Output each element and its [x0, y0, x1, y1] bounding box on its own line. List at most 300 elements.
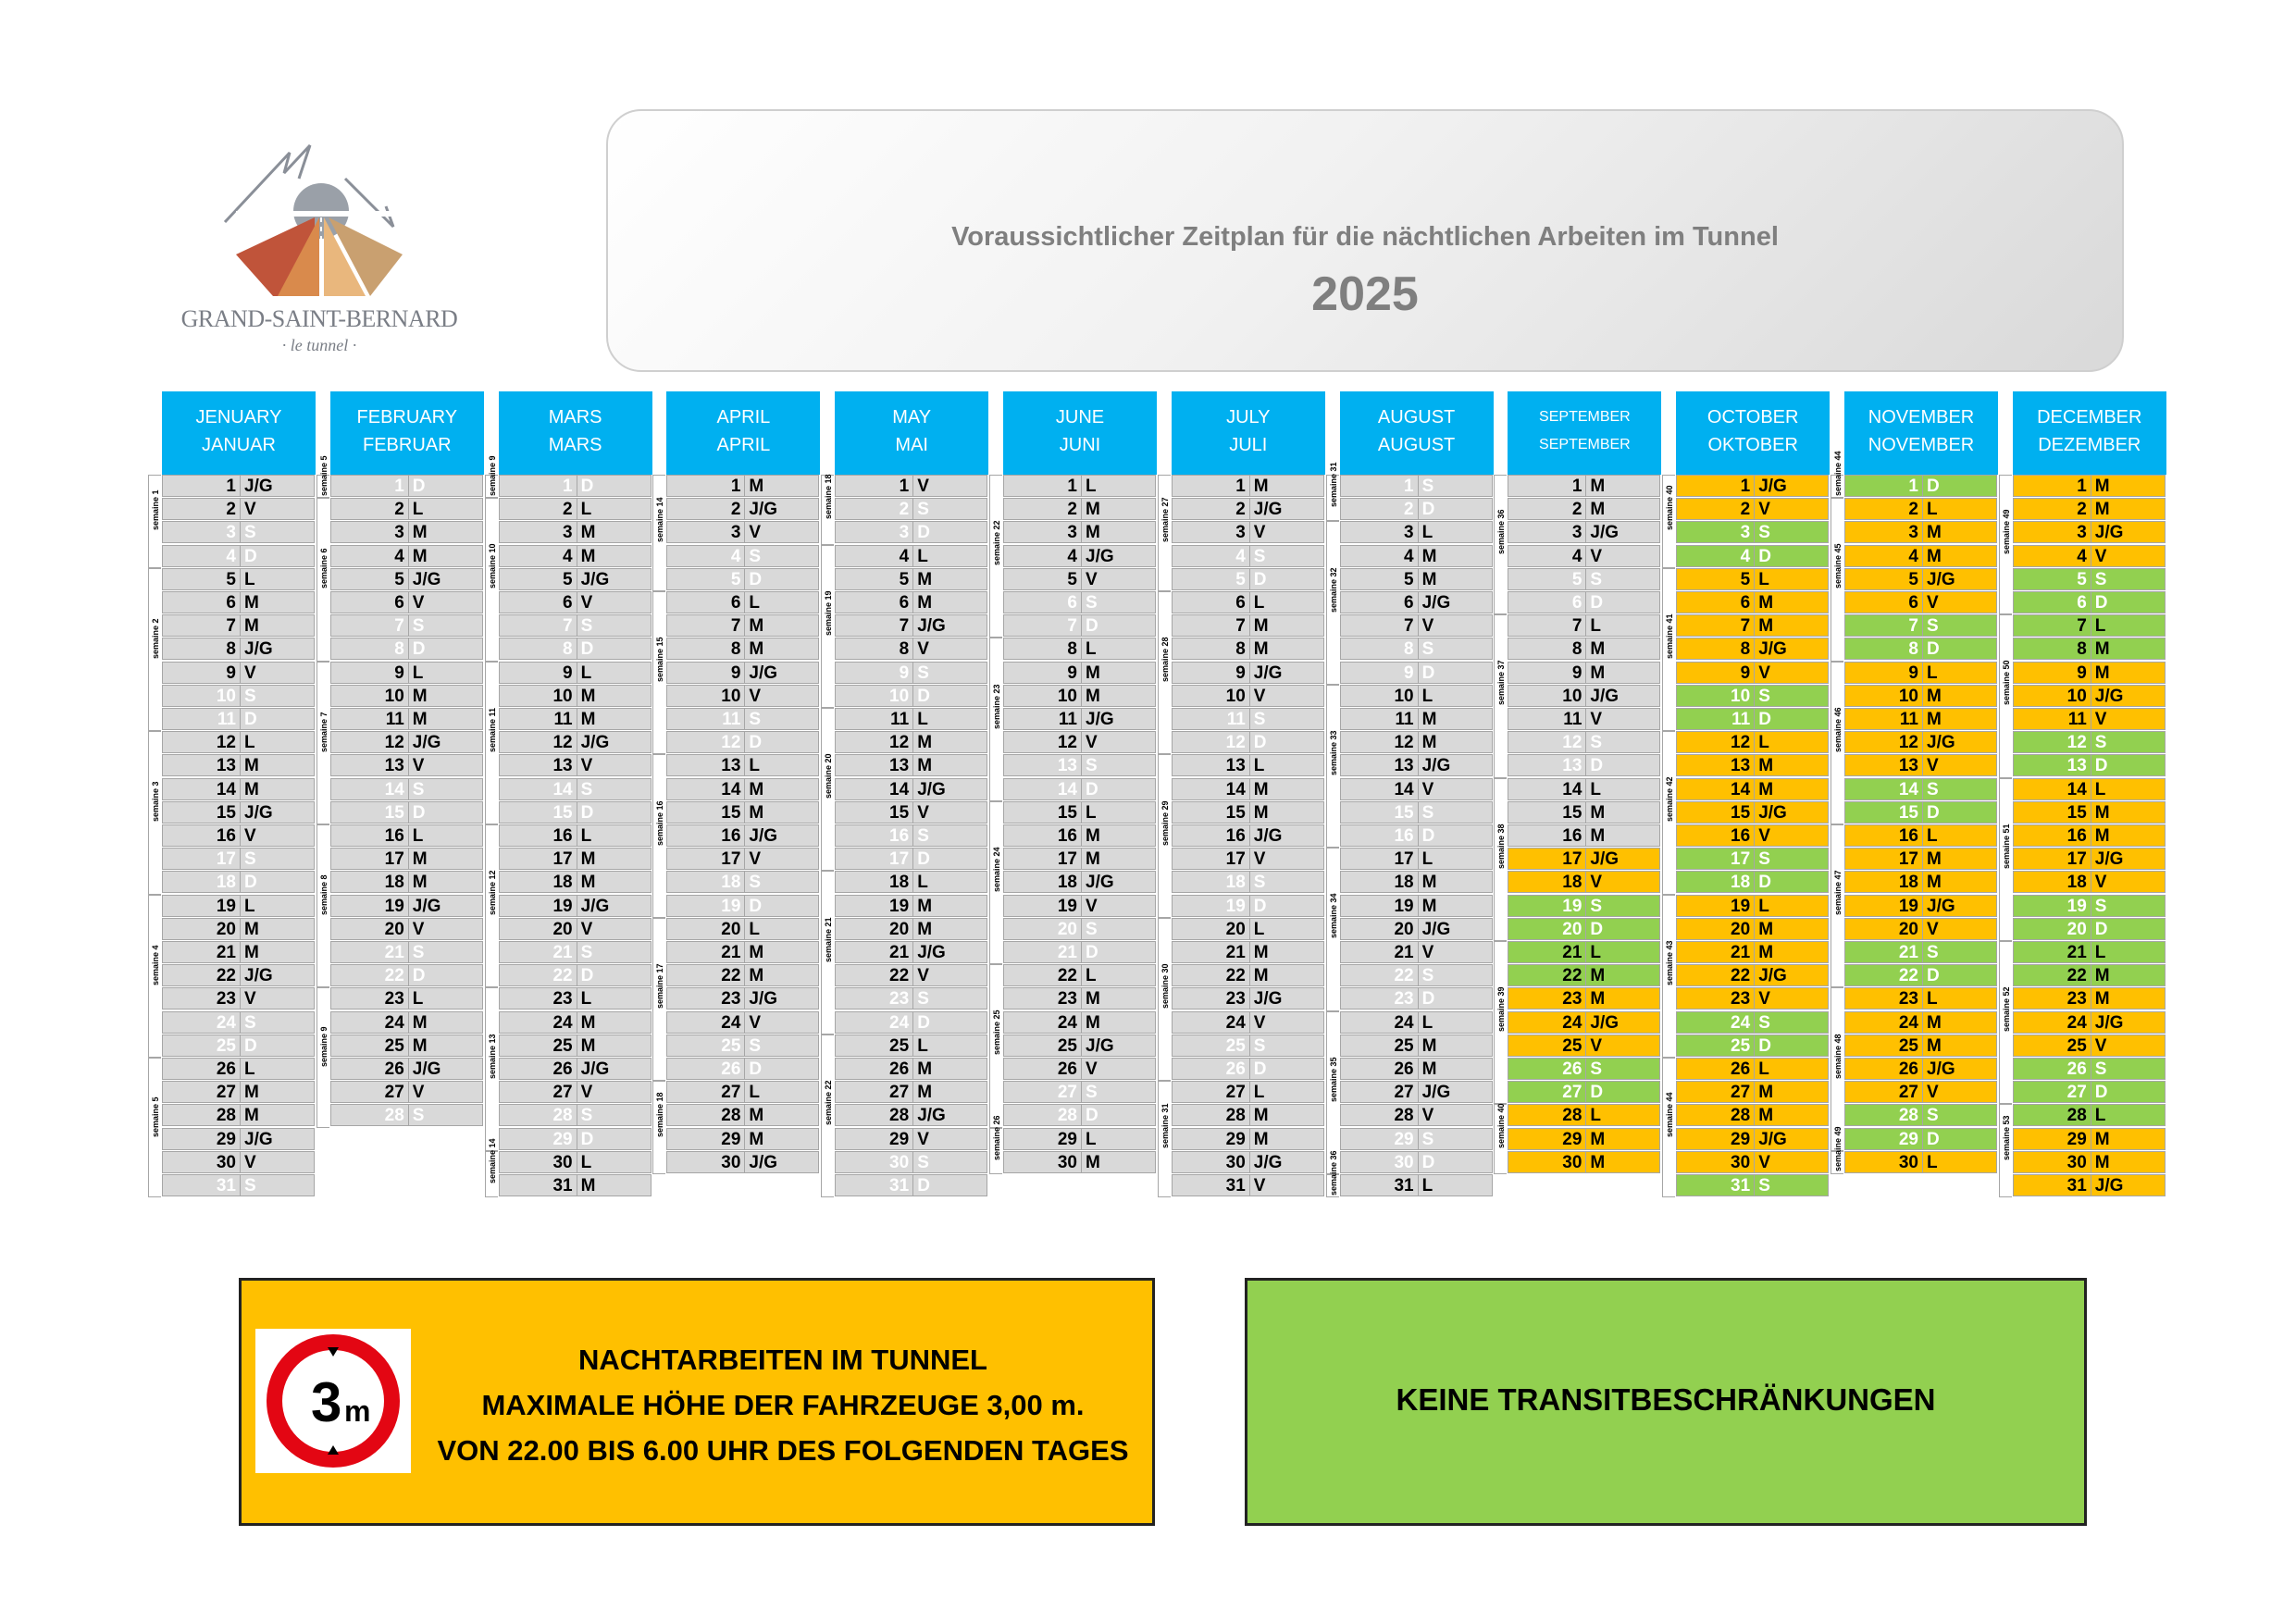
day-number: 7: [2013, 614, 2091, 637]
day-letter: M: [409, 521, 483, 543]
day-letter: M: [2091, 987, 2166, 1010]
day-letter: V: [1082, 895, 1156, 917]
day-letter: M: [1082, 498, 1156, 520]
day-letter: V: [1923, 918, 1997, 940]
day-number: 8: [162, 638, 241, 660]
day-number: 18: [1003, 871, 1082, 893]
day-letter: S: [1755, 685, 1829, 707]
day-letter: L: [1923, 1151, 1997, 1173]
day-letter: V: [1923, 591, 1997, 613]
day-letter: M: [2091, 1128, 2166, 1150]
day-letter: V: [1586, 708, 1660, 730]
day-number: 15: [499, 801, 577, 824]
day-number: 18: [330, 871, 409, 893]
day-number: 2: [330, 498, 409, 520]
day-letter: S: [241, 1011, 315, 1034]
day-letter: J/G: [2091, 848, 2166, 870]
day-number: 3: [162, 521, 241, 543]
month-name-de: JANUAR: [201, 435, 276, 455]
week-label: semaine 20: [824, 753, 834, 799]
day-number: 8: [1172, 638, 1250, 660]
week-label: semaine 45: [1833, 543, 1843, 589]
day-letter: M: [577, 521, 652, 543]
day-number: 28: [162, 1104, 241, 1126]
day-number: 29: [1172, 1128, 1250, 1150]
week-label: semaine 31: [1328, 462, 1338, 508]
day-letter: M: [577, 685, 652, 707]
day-number: 4: [1676, 545, 1755, 567]
day-number: 20: [2013, 918, 2091, 940]
week-number: [1158, 591, 1171, 754]
day-letter: D: [1586, 1081, 1660, 1103]
day-letter: L: [1082, 638, 1156, 660]
day-number: 11: [1172, 708, 1250, 730]
day-number: 16: [1676, 824, 1755, 847]
day-letter: S: [409, 1104, 483, 1126]
day-number: 30: [1003, 1151, 1082, 1173]
day-number: 22: [666, 964, 745, 986]
day-number: 25: [499, 1035, 577, 1057]
day-letter: S: [913, 1151, 987, 1173]
week-label: semaine 5: [318, 455, 329, 496]
day-number: 8: [1676, 638, 1755, 660]
day-letter: J/G: [1250, 1151, 1324, 1173]
day-letter: L: [2091, 614, 2166, 637]
day-letter: D: [913, 521, 987, 543]
day-letter: M: [1755, 1081, 1829, 1103]
day-number: 10: [162, 685, 241, 707]
day-number: 21: [330, 941, 409, 963]
day-number: 18: [1172, 871, 1250, 893]
day-number: 3: [666, 521, 745, 543]
day-number: 28: [835, 1104, 913, 1126]
day-number: 6: [2013, 591, 2091, 613]
day-letter: M: [1755, 591, 1829, 613]
day-letter: D: [913, 1174, 987, 1196]
week-number: [1326, 848, 1339, 1010]
day-letter: L: [1082, 475, 1156, 497]
day-number: 14: [666, 778, 745, 800]
day-letter: M: [745, 1104, 819, 1126]
day-number: 26: [162, 1058, 241, 1080]
week-label: semaine 43: [1665, 940, 1675, 985]
day-number: 2: [1003, 498, 1082, 520]
day-letter: M: [241, 1081, 315, 1103]
day-number: 23: [1676, 987, 1755, 1010]
day-number: 2: [1844, 498, 1923, 520]
day-number: 30: [1844, 1151, 1923, 1173]
day-letter: S: [1755, 1011, 1829, 1034]
day-letter: M: [1419, 1058, 1493, 1080]
day-number: 4: [1172, 545, 1250, 567]
day-number: 28: [1508, 1104, 1586, 1126]
week-number: [1999, 614, 2012, 777]
day-letter: J/G: [1586, 685, 1660, 707]
day-letter: D: [1923, 638, 1997, 660]
week-label: semaine 41: [1665, 613, 1675, 659]
day-number: 20: [330, 918, 409, 940]
day-letter: S: [1419, 475, 1493, 497]
day-letter: V: [1923, 1081, 1997, 1103]
day-number: 14: [1844, 778, 1923, 800]
day-number: 1: [162, 475, 241, 497]
month-name-de: JUNI: [1059, 435, 1101, 455]
day-number: 4: [1508, 545, 1586, 567]
day-letter: J/G: [1755, 638, 1829, 660]
day-letter: J/G: [1923, 895, 1997, 917]
day-letter: D: [577, 1128, 652, 1150]
day-number: 21: [1340, 941, 1419, 963]
day-letter: S: [745, 1035, 819, 1057]
day-letter: L: [577, 987, 652, 1010]
day-number: 27: [2013, 1081, 2091, 1103]
day-number: 3: [2013, 521, 2091, 543]
day-letter: D: [745, 568, 819, 590]
day-letter: L: [1250, 754, 1324, 776]
day-number: 14: [330, 778, 409, 800]
day-number: 24: [666, 1011, 745, 1034]
week-label: semaine 23: [992, 684, 1001, 729]
day-number: 16: [1508, 824, 1586, 847]
day-number: 17: [1003, 848, 1082, 870]
day-letter: M: [241, 1104, 315, 1126]
day-letter: S: [1419, 801, 1493, 824]
week-label: semaine 24: [992, 847, 1001, 892]
day-number: 15: [835, 801, 913, 824]
day-number: 17: [1508, 848, 1586, 870]
day-letter: V: [1923, 754, 1997, 776]
day-letter: V: [913, 475, 987, 497]
day-number: 16: [162, 824, 241, 847]
day-letter: L: [1082, 964, 1156, 986]
day-number: 14: [162, 778, 241, 800]
day-letter: M: [1250, 964, 1324, 986]
day-number: 13: [666, 754, 745, 776]
day-number: 13: [330, 754, 409, 776]
day-letter: D: [1250, 568, 1324, 590]
week-label: semaine 14: [655, 497, 665, 542]
week-label: semaine 6: [318, 548, 329, 589]
day-number: 28: [1172, 1104, 1250, 1126]
day-number: 25: [162, 1035, 241, 1057]
day-letter: J/G: [1419, 591, 1493, 613]
month-name-de: NOVEMBER: [1868, 435, 1975, 455]
height-limit-sign-icon: [255, 1329, 411, 1473]
day-letter: S: [1082, 754, 1156, 776]
day-letter: M: [409, 1035, 483, 1057]
week-label: semaine 16: [655, 800, 665, 846]
day-letter: V: [1250, 685, 1324, 707]
week-label: semaine 26: [992, 1115, 1001, 1160]
day-number: 23: [1508, 987, 1586, 1010]
day-letter: V: [2091, 1035, 2166, 1057]
week-number: [1158, 918, 1171, 1081]
day-number: 29: [499, 1128, 577, 1150]
day-number: 27: [330, 1081, 409, 1103]
day-number: 11: [1676, 708, 1755, 730]
day-number: 10: [2013, 685, 2091, 707]
day-number: 6: [162, 591, 241, 613]
day-number: 24: [330, 1011, 409, 1034]
day-number: 15: [1340, 801, 1419, 824]
day-number: 10: [666, 685, 745, 707]
day-number: 26: [1508, 1058, 1586, 1080]
day-letter: D: [241, 708, 315, 730]
day-number: 22: [2013, 964, 2091, 986]
day-letter: L: [241, 1058, 315, 1080]
week-number: [148, 475, 161, 568]
month-header: [330, 391, 484, 475]
day-number: 10: [1676, 685, 1755, 707]
day-letter: J/G: [1419, 918, 1493, 940]
day-number: 9: [666, 662, 745, 684]
day-number: 7: [1340, 614, 1419, 637]
day-letter: L: [1250, 918, 1324, 940]
day-number: 26: [499, 1058, 577, 1080]
day-letter: M: [409, 1011, 483, 1034]
day-number: 4: [1844, 545, 1923, 567]
day-letter: M: [241, 754, 315, 776]
day-number: 1: [666, 475, 745, 497]
day-number: 16: [330, 824, 409, 847]
day-letter: J/G: [577, 1058, 652, 1080]
week-label: semaine 40: [1496, 1103, 1507, 1149]
day-letter: D: [1419, 987, 1493, 1010]
day-number: 28: [330, 1104, 409, 1126]
day-letter: V: [745, 1011, 819, 1034]
logo-subtitle: · le tunnel ·: [281, 336, 357, 354]
day-letter: V: [2091, 871, 2166, 893]
day-number: 8: [1340, 638, 1419, 660]
day-number: 16: [666, 824, 745, 847]
day-letter: S: [409, 614, 483, 637]
day-letter: M: [1586, 662, 1660, 684]
week-number: [821, 545, 834, 708]
day-letter: L: [745, 754, 819, 776]
week-number: [316, 662, 329, 824]
day-letter: V: [913, 801, 987, 824]
day-number: 30: [666, 1151, 745, 1173]
month-name-de: MARS: [548, 435, 602, 455]
week-label: semaine 44: [1665, 1092, 1675, 1137]
day-letter: M: [2091, 475, 2166, 497]
day-letter: V: [241, 1151, 315, 1173]
week-number: [652, 1081, 665, 1174]
day-number: 19: [1844, 895, 1923, 917]
week-label: semaine 48: [1833, 1034, 1843, 1079]
day-letter: J/G: [745, 987, 819, 1010]
day-number: 10: [1340, 685, 1419, 707]
day-letter: M: [577, 871, 652, 893]
month-name-de: APRIL: [716, 435, 771, 455]
day-letter: J/G: [241, 638, 315, 660]
day-number: 11: [2013, 708, 2091, 730]
week-number: [989, 964, 1002, 1127]
day-number: 2: [1508, 498, 1586, 520]
day-letter: L: [577, 662, 652, 684]
day-number: 5: [1340, 568, 1419, 590]
day-letter: L: [913, 545, 987, 567]
day-number: 22: [1340, 964, 1419, 986]
day-number: 18: [2013, 871, 2091, 893]
month-header: [1003, 391, 1157, 475]
day-number: 31: [1676, 1174, 1755, 1196]
day-number: 7: [1003, 614, 1082, 637]
day-letter: D: [1250, 731, 1324, 753]
day-letter: D: [1755, 1035, 1829, 1057]
day-number: 25: [1844, 1035, 1923, 1057]
day-number: 19: [1676, 895, 1755, 917]
day-letter: M: [1586, 801, 1660, 824]
day-number: 16: [1003, 824, 1082, 847]
day-letter: M: [1419, 895, 1493, 917]
month-name-de: JULI: [1229, 435, 1268, 455]
day-letter: M: [1082, 1151, 1156, 1173]
week-number: [652, 754, 665, 917]
day-letter: S: [913, 824, 987, 847]
day-number: 7: [162, 614, 241, 637]
day-number: 4: [1003, 545, 1082, 567]
day-letter: S: [1755, 1174, 1829, 1196]
day-letter: V: [1250, 521, 1324, 543]
week-number: [652, 918, 665, 1081]
month-header: [162, 391, 316, 475]
week-label: semaine 14: [487, 1138, 497, 1183]
week-label: semaine 46: [1833, 707, 1843, 752]
day-letter: M: [913, 1081, 987, 1103]
week-label: semaine 2: [151, 618, 160, 659]
page-title: Voraussichtlicher Zeitplan für die nächtlichen Arbeiten im Tunnel: [951, 222, 1779, 252]
month-header: [2013, 391, 2166, 475]
day-number: 3: [499, 521, 577, 543]
day-letter: D: [2091, 918, 2166, 940]
week-number: [1662, 731, 1675, 894]
week-label: semaine 42: [1665, 776, 1675, 823]
day-letter: D: [1923, 475, 1997, 497]
day-number: 19: [499, 895, 577, 917]
day-number: 21: [499, 941, 577, 963]
day-number: 23: [1172, 987, 1250, 1010]
day-letter: S: [745, 708, 819, 730]
week-number: [1831, 662, 1843, 824]
day-letter: J/G: [1250, 498, 1324, 520]
day-letter: S: [241, 521, 315, 543]
day-number: 22: [1172, 964, 1250, 986]
day-number: 24: [499, 1011, 577, 1034]
day-number: 11: [499, 708, 577, 730]
day-number: 13: [835, 754, 913, 776]
week-label: semaine 49: [1833, 1126, 1843, 1172]
week-label: semaine 9: [318, 1026, 329, 1067]
week-label: semaine 53: [2001, 1115, 2011, 1160]
day-number: 5: [2013, 568, 2091, 590]
week-number: [1494, 1104, 1507, 1174]
day-letter: M: [1586, 987, 1660, 1010]
day-letter: L: [1586, 1104, 1660, 1126]
week-number: [485, 1138, 498, 1197]
day-number: 9: [1340, 662, 1419, 684]
day-letter: M: [1755, 918, 1829, 940]
day-letter: V: [1419, 614, 1493, 637]
week-label: semaine 25: [992, 1010, 1001, 1056]
day-letter: L: [1419, 521, 1493, 543]
day-letter: M: [1419, 708, 1493, 730]
day-number: 28: [666, 1104, 745, 1126]
day-letter: S: [913, 662, 987, 684]
day-letter: J/G: [1923, 1058, 1997, 1080]
day-number: 10: [835, 685, 913, 707]
week-number: [1494, 778, 1507, 941]
day-number: 9: [499, 662, 577, 684]
day-letter: D: [1419, 1151, 1493, 1173]
day-letter: V: [2091, 545, 2166, 567]
day-number: 25: [666, 1035, 745, 1057]
day-number: 7: [1676, 614, 1755, 637]
week-number: [1662, 895, 1675, 1058]
day-number: 18: [666, 871, 745, 893]
week-number: [1158, 1081, 1171, 1197]
day-number: 13: [1003, 754, 1082, 776]
week-label: semaine 10: [487, 543, 497, 589]
day-number: 30: [2013, 1151, 2091, 1173]
day-number: 26: [2013, 1058, 2091, 1080]
day-letter: J/G: [1082, 545, 1156, 567]
day-letter: M: [1586, 638, 1660, 660]
day-letter: M: [577, 1011, 652, 1034]
day-letter: L: [913, 1035, 987, 1057]
day-letter: V: [1250, 1174, 1324, 1196]
day-number: 26: [1003, 1058, 1082, 1080]
day-letter: D: [1755, 708, 1829, 730]
day-number: 8: [835, 638, 913, 660]
day-number: 27: [1676, 1081, 1755, 1103]
day-letter: V: [913, 638, 987, 660]
week-label: semaine 5: [151, 1096, 160, 1137]
day-letter: M: [1082, 662, 1156, 684]
week-number: [485, 824, 498, 987]
day-number: 20: [1676, 918, 1755, 940]
day-number: 18: [1508, 871, 1586, 893]
day-number: 31: [1340, 1174, 1419, 1196]
day-letter: M: [1419, 1035, 1493, 1057]
day-letter: J/G: [913, 941, 987, 963]
day-number: 6: [1340, 591, 1419, 613]
day-letter: S: [1419, 638, 1493, 660]
week-label: semaine 27: [1160, 497, 1170, 542]
day-letter: V: [577, 918, 652, 940]
day-letter: V: [1419, 778, 1493, 800]
day-letter: J/G: [745, 1151, 819, 1173]
day-letter: M: [1586, 1151, 1660, 1173]
day-number: 25: [1508, 1035, 1586, 1057]
week-number: [1494, 941, 1507, 1104]
day-letter: S: [577, 1104, 652, 1126]
day-letter: J/G: [1586, 521, 1660, 543]
day-number: 31: [2013, 1174, 2091, 1196]
day-letter: M: [1250, 941, 1324, 963]
week-number: [821, 1035, 834, 1197]
month-header: [666, 391, 820, 475]
day-number: 3: [1508, 521, 1586, 543]
day-number: 22: [1676, 964, 1755, 986]
day-number: 11: [1003, 708, 1082, 730]
week-number: [821, 475, 834, 545]
day-letter: V: [1755, 662, 1829, 684]
day-letter: J/G: [241, 1128, 315, 1150]
day-number: 6: [1844, 591, 1923, 613]
day-letter: L: [1419, 1011, 1493, 1034]
day-letter: J/G: [241, 475, 315, 497]
